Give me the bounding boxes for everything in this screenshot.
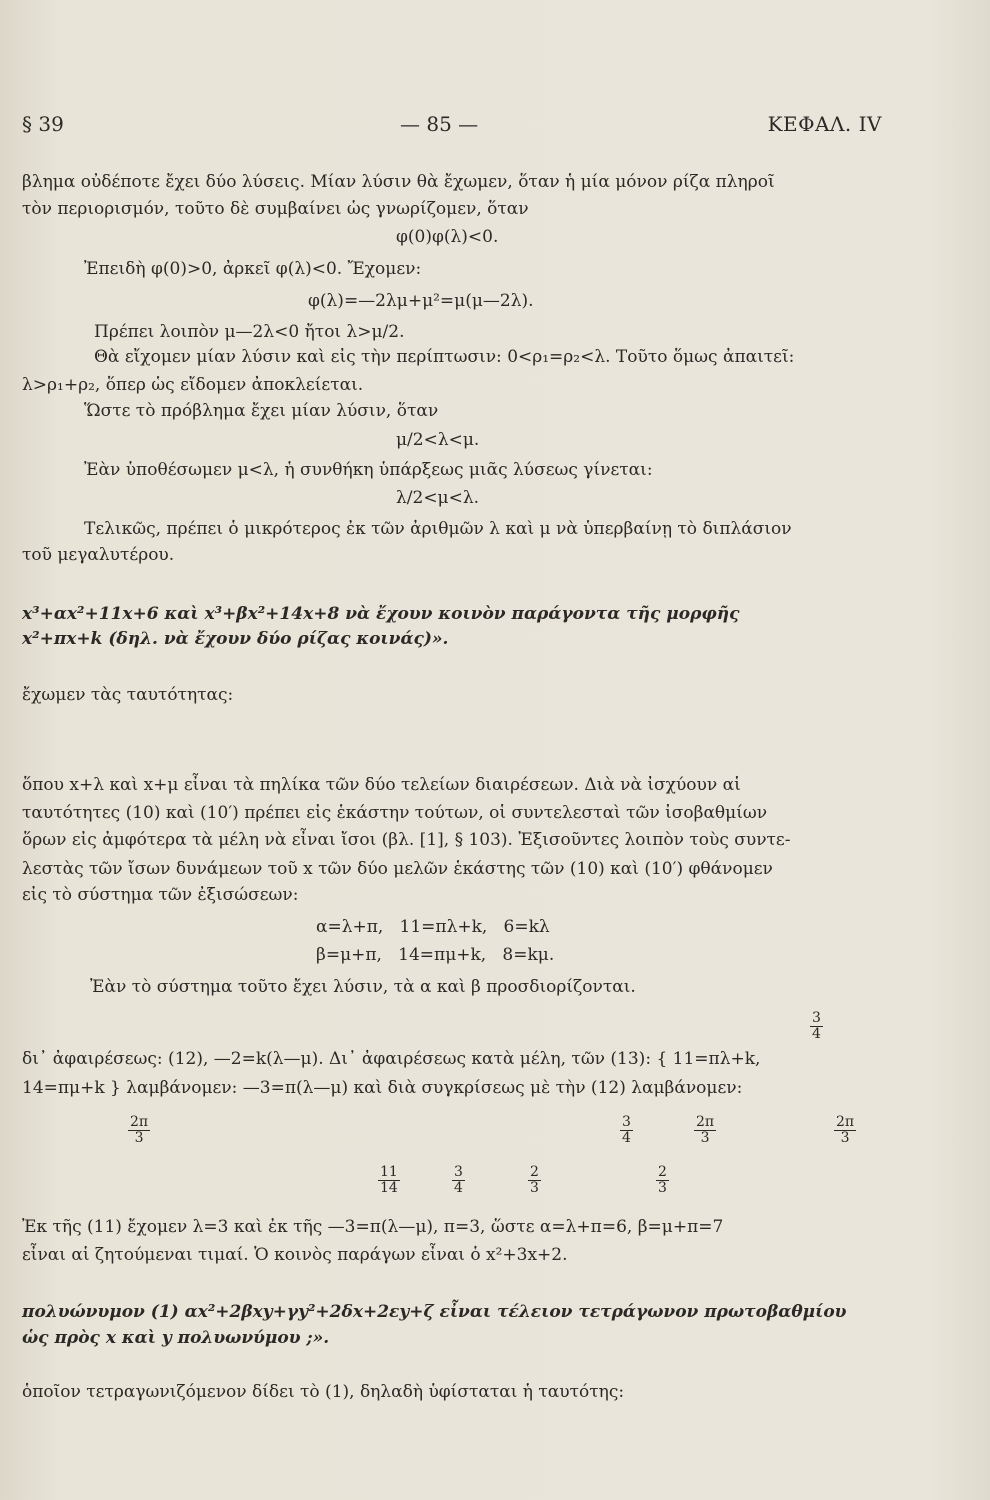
text-line: Ἐὰν ὑποθέσωμεν μ<λ, ἡ συνθήκη ὑπάρξεως μιᾶς λύσεως γίνεται:	[84, 460, 653, 480]
text-line: πολυώνυμον (1) αx²+2βxy+γy²+2δx+2εy+ζ εἶναι τέλειον τετράγωνον πρωτοβαθμίου	[22, 1302, 847, 1322]
text-line: λεστὰς τῶν ἴσων δυνάμεων τοῦ x τῶν δύο μελῶν ἑκάστης τῶν (10) καὶ (10′) φθάνομεν	[22, 859, 773, 879]
equation-10-prime	[0, 736, 990, 766]
text-line	[0, 1008, 990, 1048]
text-line: ταυτότητες (10) καὶ (10′) πρέπει εἰς ἑκάστην τούτων, οἱ συντελεσταὶ τῶν ἰσοβαθμίων	[22, 803, 768, 823]
formula-line: φ(0)φ(λ)<0.	[396, 227, 499, 247]
text-line: βλημα οὐδέποτε ἔχει δύο λύσεις. Μίαν λύσιν θὰ ἔχωμεν, ὅταν ἡ μία μόνον ρίζα πληροῖ	[22, 172, 775, 192]
fraction: $\frac{3}{4}$	[622, 1114, 631, 1146]
text-line: ὁποῖον τετραγωνιζόμενον δίδει τὸ (1), δηλαδὴ ὑφίσταται ἡ ταυτότης:	[22, 1382, 625, 1402]
section-number: § 39	[22, 112, 64, 136]
fraction: $\frac{3}{4}$	[454, 1164, 463, 1196]
text-line: τοῦ μεγαλυτέρου.	[22, 545, 175, 565]
example-4-heading	[0, 1270, 990, 1300]
text-line: Τελικῶς, πρέπει ὁ μικρότερος ἐκ τῶν ἀριθμῶν λ καὶ μ νὰ ὑπερβαίνῃ τὸ διπλάσιον	[84, 519, 792, 539]
text-line: Ἐκ τῆς (11) ἔχομεν λ=3 καὶ ἐκ τῆς —3=π(λ—μ), π=3, ὥστε α=λ+π=6, β=μ+π=7	[22, 1217, 724, 1237]
page-number: — 85 —	[400, 112, 479, 136]
text-line: Θὰ εἴχομεν μίαν λύσιν καὶ εἰς τὴν περίπτωσιν: 0<ρ₁=ρ₂<λ. Τοῦτο ὅμως ἀπαιτεῖ:	[94, 347, 795, 367]
text-line: x³+αx²+11x+6 καὶ x³+βx²+14x+8 νὰ ἔχουν κοινὸν παράγοντα τῆς μορφῆς	[22, 604, 740, 624]
text-line: δι᾿ ἀφαιρέσεως: (12), —2=k(λ—μ). Δι᾿ ἀφαιρέσεως κατὰ μέλη, τῶν (13): { 11=πλ+k,	[22, 1049, 761, 1069]
fraction: $\frac{2\pi}{3}$	[130, 1114, 149, 1146]
system-line: β=μ+π, 14=πμ+k, 8=kμ.	[316, 945, 555, 965]
text-line: Ἐπειδὴ φ(0)>0, ἀρκεῖ φ(λ)<0. Ἔχομεν:	[84, 259, 422, 279]
text-line: ἔχωμεν τὰς ταυτότητας:	[22, 685, 234, 705]
page-header	[0, 112, 990, 142]
fraction: $\frac{2\pi}{3}$	[696, 1114, 715, 1146]
text-line: Ὥστε τὸ πρόβλημα ἔχει μίαν λύσιν, ὅταν	[84, 401, 439, 421]
text-line: x²+πx+k (δηλ. νὰ ἔχουν δύο ρίζας κοινάς)».	[22, 629, 449, 649]
system-line: α=λ+π, 11=πλ+k, 6=kλ	[316, 917, 550, 937]
text-line	[0, 1112, 990, 1152]
equation-10	[0, 708, 990, 738]
fraction: $\frac{2}{3}$	[658, 1164, 667, 1196]
fraction: $\frac{2}{3}$	[530, 1164, 539, 1196]
text-line	[0, 1162, 990, 1202]
formula-line: φ(λ)=—2λμ+μ²=μ(μ—2λ).	[308, 291, 534, 311]
text-line: ὡς πρὸς x καὶ y πολυωνύμου ;».	[22, 1328, 330, 1348]
text-line: Πρέπει λοιπὸν μ—2λ<0 ἤτοι λ>μ/2.	[94, 322, 405, 342]
text-line: εἶναι αἱ ζητούμεναι τιμαί. Ὁ κοινὸς παράγων εἶναι ὁ x²+3x+2.	[22, 1245, 568, 1265]
text-line: λ>ρ₁+ρ₂, ὅπερ ὡς εἴδομεν ἀποκλείεται.	[22, 375, 364, 395]
text-line: ὅπου x+λ καὶ x+μ εἶναι τὰ πηλίκα τῶν δύο τελείων διαιρέσεων. Διὰ νὰ ἰσχύουν αἱ	[22, 775, 741, 795]
fraction: $\frac{3}{4}$	[812, 1010, 821, 1042]
chapter-label: ΚΕΦΑΛ. IV	[767, 112, 882, 136]
text-line: Ἐὰν τὸ σύστημα τοῦτο ἔχει λύσιν, τὰ α καὶ β προσδιορίζονται.	[90, 977, 636, 997]
text-line: ὅρων εἰς ἀμφότερα τὰ μέλη νὰ εἶναι ἴσοι (βλ. [1], § 103). Ἐξισοῦντες λοιπὸν τοὺς συντε-	[22, 830, 791, 850]
equation-2	[0, 1414, 990, 1444]
formula-line: μ/2<λ<μ.	[396, 430, 480, 450]
text-line: εἰς τὸ σύστημα τῶν ἐξισώσεων:	[22, 885, 299, 905]
fraction: $\frac{11}{14}$	[380, 1164, 398, 1196]
text-line: 14=πμ+k } λαμβάνομεν: —3=π(λ—μ) καὶ διὰ συγκρίσεως μὲ τὴν (12) λαμβάνομεν:	[22, 1078, 743, 1098]
fraction: $\frac{2\pi}{3}$	[836, 1114, 855, 1146]
formula-line: λ/2<μ<λ.	[396, 488, 480, 508]
example-3-heading	[0, 571, 990, 601]
text-line: τὸν περιορισμόν, τοῦτο δὲ συμβαίνει ὡς γνωρίζομεν, ὅταν	[22, 199, 529, 219]
